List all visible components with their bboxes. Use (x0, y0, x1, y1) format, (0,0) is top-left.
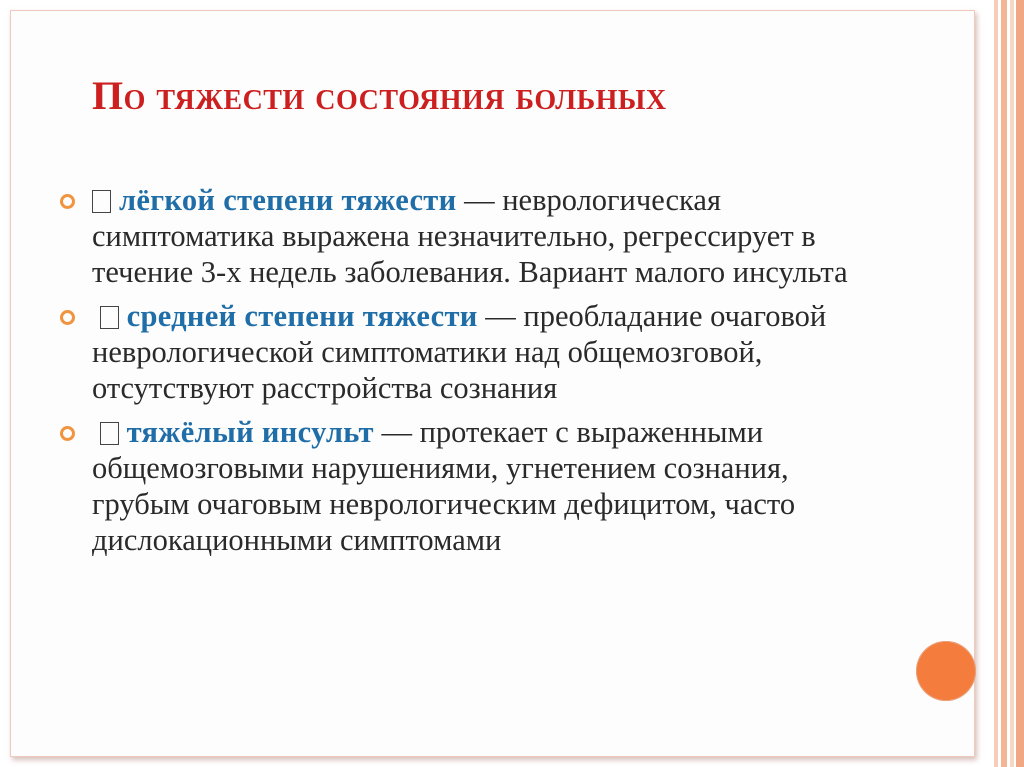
list-item-description: — протекает с выраженными общемозговыми нарушениями, угнетением сознания, грубым очаговым неврологическим дефицитом, часто дислокационными симптомами (92, 415, 796, 557)
list-item-description: — неврологическая симптоматика выражена незначительно, регрессирует в течение 3-х недель заболевания. Вариант малого инсульта (92, 183, 848, 289)
list-item (60, 182, 890, 290)
ring-bullet-icon (60, 310, 75, 325)
slide-title: По тяжести состояния больных (92, 73, 667, 118)
bullet-list (60, 182, 890, 566)
missing-glyph-box-icon (100, 422, 119, 445)
missing-glyph-box-icon (92, 190, 111, 213)
list-item (60, 414, 890, 558)
list-item-description: — преобладание очаговой неврологической симптоматики над общемозговой, отсутствуют расстройства сознания (92, 299, 827, 405)
ring-bullet-icon (60, 426, 75, 441)
decorative-stripes (994, 0, 1024, 767)
list-item-term: тяжёлый инсульт (126, 415, 374, 449)
list-item-text (92, 298, 890, 406)
missing-glyph-box-icon (100, 306, 119, 329)
list-item-text (92, 182, 890, 290)
list-item-text (92, 414, 890, 558)
ring-bullet-icon (60, 194, 75, 209)
orange-circle-icon (916, 641, 976, 701)
list-item (60, 298, 890, 406)
list-item-term: средней степени тяжести (126, 299, 478, 333)
list-item-term: лёгкой степени тяжести (119, 183, 457, 217)
